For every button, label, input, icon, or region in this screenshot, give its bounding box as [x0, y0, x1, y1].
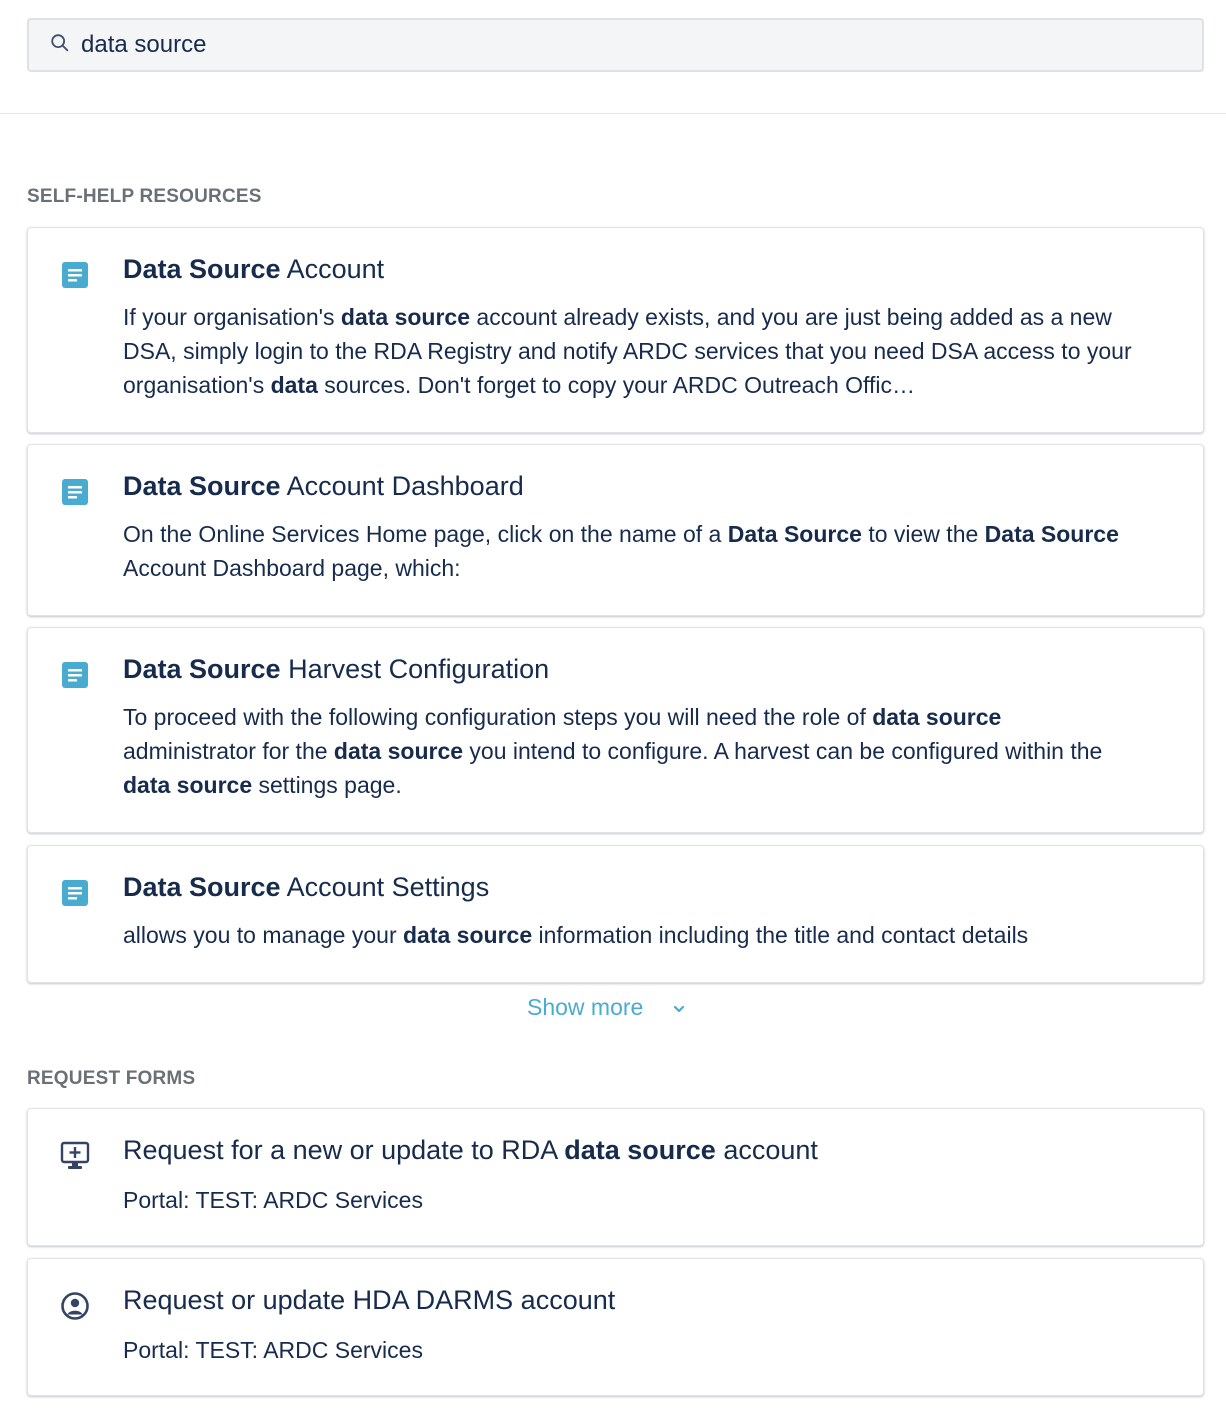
- request-form-item[interactable]: [27, 1108, 1204, 1246]
- article-icon: [60, 260, 90, 290]
- user-circle-icon: [60, 1291, 90, 1321]
- search-icon: [49, 32, 71, 54]
- result-excerpt: allows you to manage your data source information including the title and contact details: [123, 922, 1029, 948]
- self-help-header: SELF-HELP RESOURCES: [27, 186, 262, 207]
- request-form-title[interactable]: Request or update HDA DARMS account: [123, 1285, 616, 1315]
- monitor-plus-icon: [60, 1141, 90, 1171]
- result-title[interactable]: Data Source Account Settings: [123, 872, 490, 902]
- result-excerpt: If your organisation's data source account already exists, and you are just being added as a new DSA, simply login to the RDA Registry and notify ARDC services that you need DSA access to your organisation's data sources. Don't forget to copy your ARDC Outreach Offic…: [123, 304, 1132, 398]
- search-area: [0, 0, 1226, 114]
- request-form-item[interactable]: [27, 1258, 1204, 1396]
- search-input[interactable]: [81, 20, 1181, 70]
- search-box[interactable]: [27, 18, 1204, 72]
- result-title[interactable]: Data Source Account Dashboard: [123, 471, 524, 501]
- request-form-portal: Portal: TEST: ARDC Services: [123, 1187, 423, 1213]
- result-title[interactable]: Data Source Harvest Configuration: [123, 654, 550, 684]
- show-more-button[interactable]: [527, 994, 686, 1021]
- result-excerpt: To proceed with the following configuration steps you will need the role of data source administrator for the data source you intend to configure. A harvest can be configured within the data source settings page.: [123, 704, 1103, 798]
- request-form-portal: Portal: TEST: ARDC Services: [123, 1337, 423, 1363]
- request-forms-header: REQUEST FORMS: [27, 1068, 196, 1089]
- result-title[interactable]: Data Source Account: [123, 254, 385, 284]
- self-help-item[interactable]: [27, 845, 1204, 983]
- request-form-title[interactable]: Request for a new or update to RDA data source account: [123, 1135, 818, 1165]
- article-icon: [60, 477, 90, 507]
- self-help-item[interactable]: [27, 227, 1204, 433]
- show-more-label: Show more: [527, 994, 644, 1020]
- self-help-item[interactable]: [27, 627, 1204, 833]
- article-icon: [60, 878, 90, 908]
- article-icon: [60, 660, 90, 690]
- self-help-item[interactable]: [27, 444, 1204, 616]
- chevron-down-icon: [672, 1002, 686, 1016]
- result-excerpt: On the Online Services Home page, click on the name of a Data Source to view the Data Source Account Dashboard page, which:: [123, 521, 1119, 581]
